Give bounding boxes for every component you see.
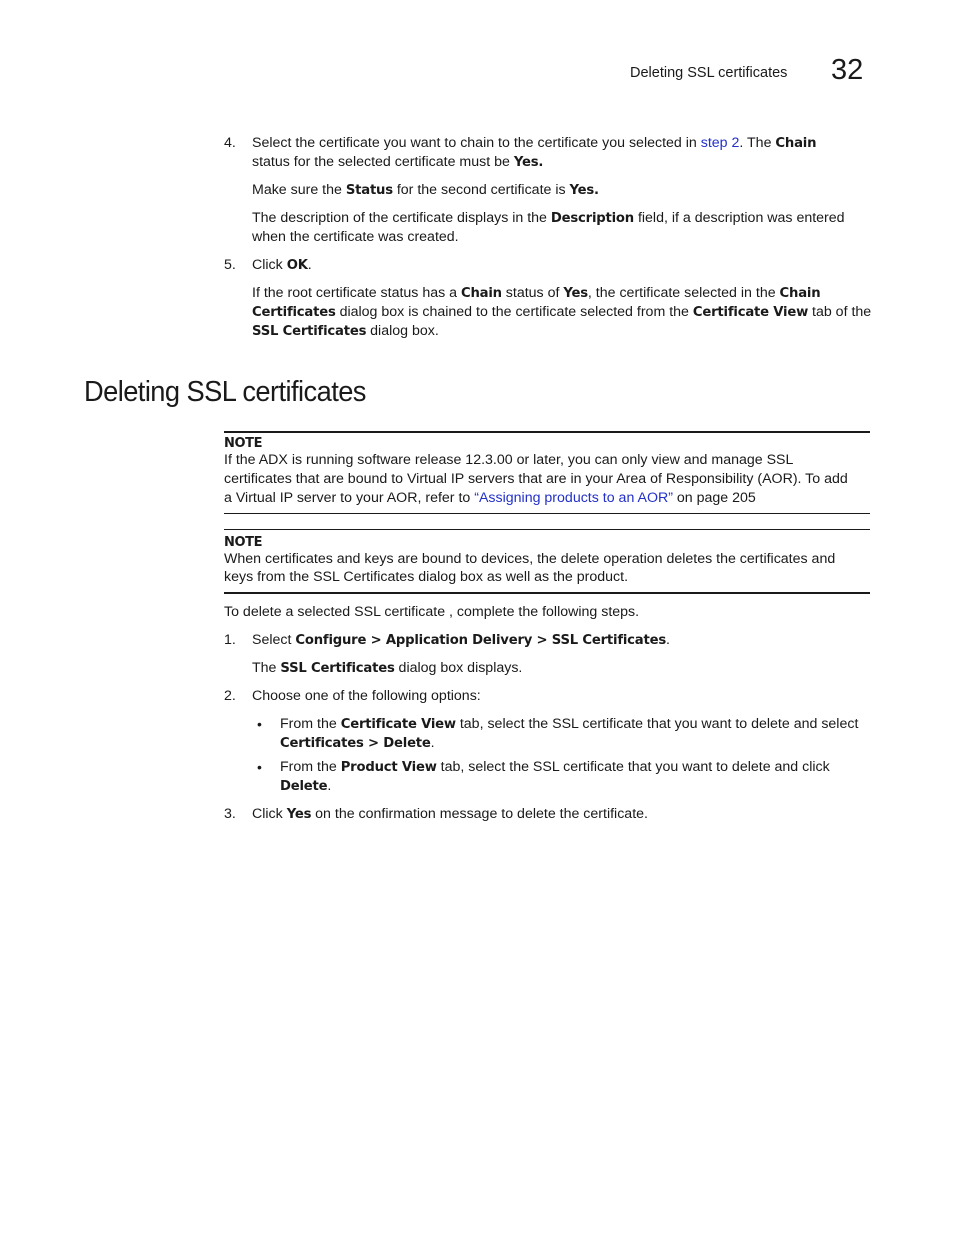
- delete-step-3-text: Click Yes on the confirmation message to delete the certificate.: [252, 806, 648, 822]
- section-heading: Deleting SSL certificates: [84, 376, 366, 408]
- note-1-line1: If the ADX is running software release 12.3.00 or later, you can only view and manage SSL: [224, 452, 794, 468]
- delete-step-1-result: The SSL Certificates dialog box displays.: [252, 660, 523, 676]
- note-bottom-rule: [224, 592, 870, 594]
- note-top-rule: [224, 529, 870, 530]
- step-5-paragraph-line2: Certificates dialog box is chained to the certificate selected from the Certificate View tab of the: [252, 304, 872, 320]
- step-4-description-line2: when the certificate was created.: [252, 229, 459, 245]
- note-label: NOTE: [224, 436, 263, 451]
- bullet-item-product-view-line2: Delete.: [280, 778, 332, 794]
- step-number: 4.: [224, 135, 236, 151]
- step-5-paragraph-line1: If the root certificate status has a Chain status of Yes, the certificate selected in the Chain: [252, 285, 821, 301]
- step-5-paragraph-line3: SSL Certificates dialog box.: [252, 323, 439, 339]
- step-2-link[interactable]: step 2: [700, 135, 740, 151]
- step-number: 1.: [224, 632, 236, 648]
- step-4-description-paragraph: The description of the certificate displays in the Description field, if a description was entered: [252, 210, 845, 226]
- note-separator-rule: [224, 513, 870, 514]
- note-top-rule: [224, 431, 870, 433]
- note-label: NOTE: [224, 535, 263, 550]
- step-number: 5.: [224, 257, 236, 273]
- bullet-item-certificate-view: From the Certificate View tab, select the SSL certificate that you want to delete and select: [280, 716, 859, 732]
- note-2-line1: When certificates and keys are bound to devices, the delete operation deletes the certificates and: [224, 551, 836, 567]
- step-4-text: Select the certificate you want to chain to the certificate you selected in step 2. The Chain: [252, 135, 817, 151]
- bullet-item-product-view: From the Product View tab, select the SSL certificate that you want to delete and click: [280, 759, 830, 775]
- step-4-status-paragraph: Make sure the Status for the second certificate is Yes.: [252, 182, 599, 198]
- note-2-line2: keys from the SSL Certificates dialog box as well as the product.: [224, 569, 629, 585]
- procedure-intro: To delete a selected SSL certificate , complete the following steps.: [224, 604, 640, 620]
- chapter-number: 32: [831, 54, 864, 86]
- note-1-line3: a Virtual IP server to your AOR, refer to “Assigning products to an AOR” on page 205: [224, 490, 756, 506]
- step-number: 3.: [224, 806, 236, 822]
- step-4-text-line2: status for the selected certificate must be Yes.: [252, 154, 544, 170]
- delete-step-2-text: Choose one of the following options:: [252, 688, 481, 704]
- bullet-icon: •: [257, 716, 262, 732]
- delete-step-1-text: Select Configure > Application Delivery > SSL Certificates.: [252, 632, 670, 648]
- note-1-line2: certificates that are bound to Virtual IP servers that are in your Area of Responsibility (AOR). To add: [224, 471, 848, 487]
- step-5-text: Click OK.: [252, 257, 312, 273]
- bullet-item-certificate-view-line2: Certificates > Delete.: [280, 735, 435, 751]
- running-header-title: Deleting SSL certificates: [630, 65, 788, 81]
- assigning-products-link[interactable]: “Assigning products to an AOR”: [474, 490, 673, 506]
- step-number: 2.: [224, 688, 236, 704]
- bullet-icon: •: [257, 759, 262, 775]
